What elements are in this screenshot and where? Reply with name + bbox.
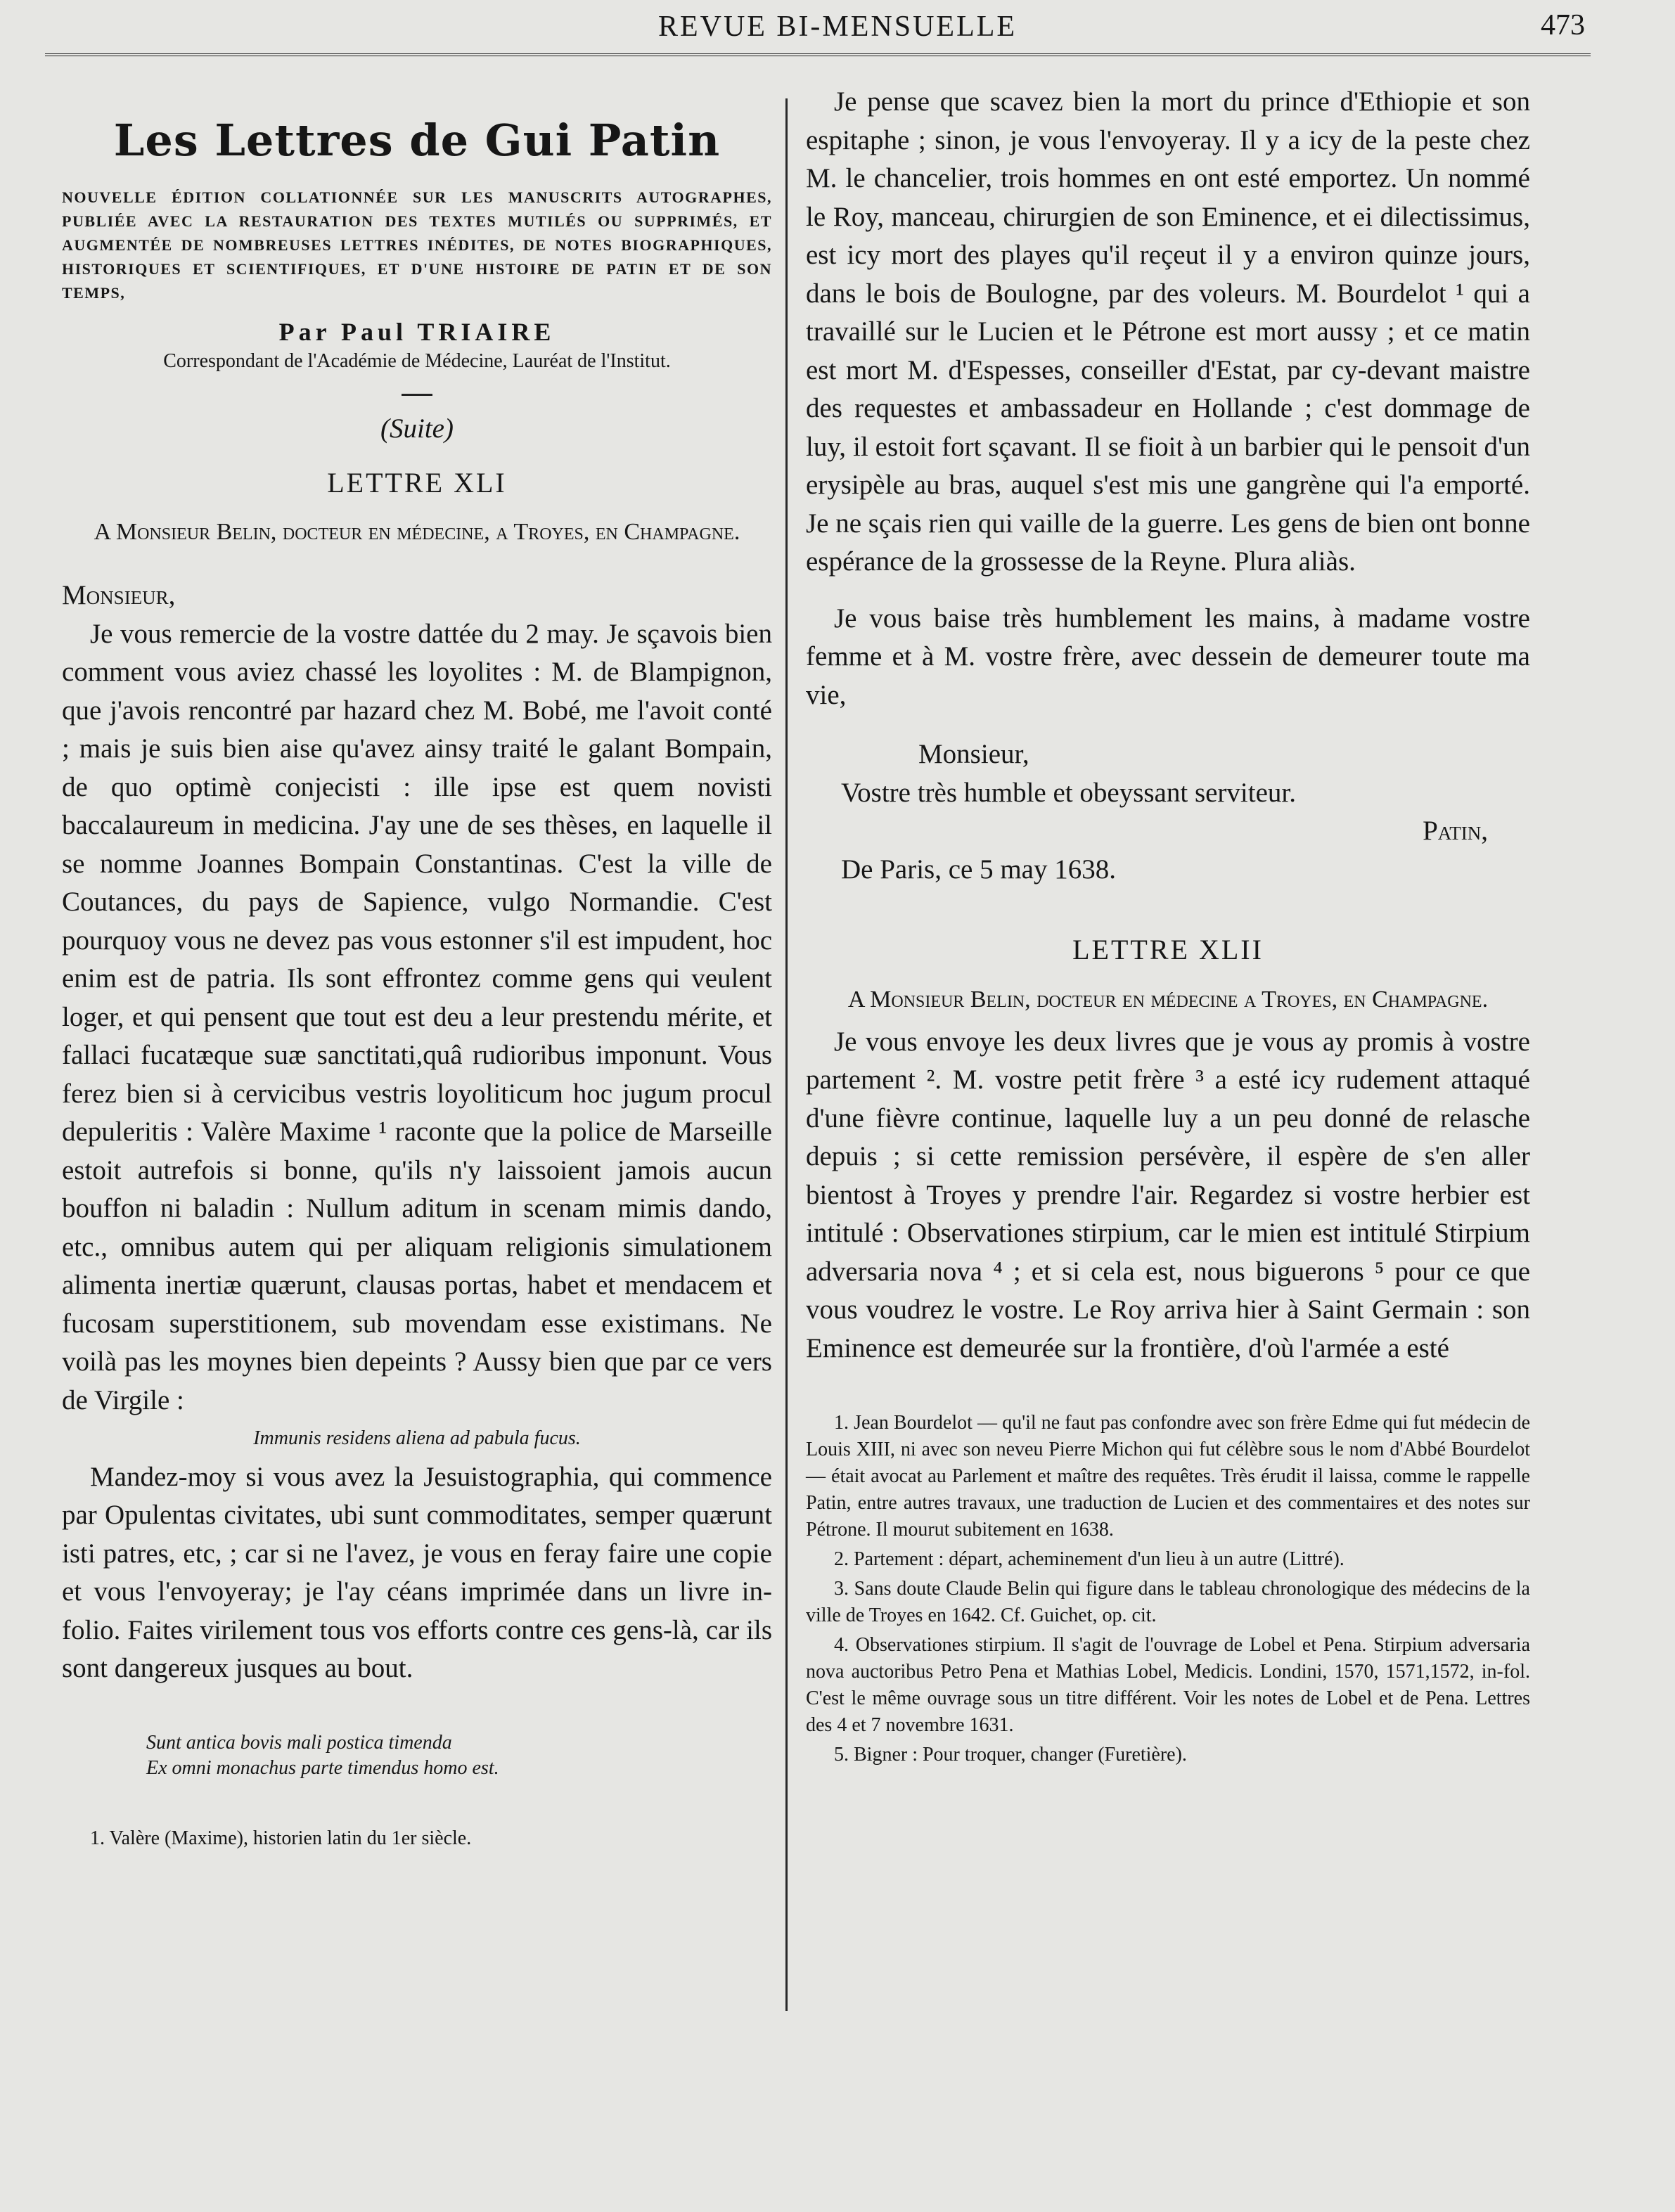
header-rule xyxy=(45,53,1591,60)
footnote: 3. Sans doute Claude Belin qui figure dans le tableau chronologique des médecins de la ville de Troyes en 1642. Cf. Guichet, op. cit. xyxy=(806,1578,1530,1626)
addressee-xli: A Monsieur Belin, docteur en médecine, a Troyes, en Champagne. xyxy=(94,519,740,545)
article-title: Les Lettres de Gui Patin xyxy=(113,115,721,166)
suite-label: (Suite) xyxy=(380,413,454,444)
running-header: REVUE BI-MENSUELLE xyxy=(657,11,1018,43)
verse-quote: Immunis residens aliena ad pabula fucus. xyxy=(253,1427,581,1449)
letter-date: De Paris, ce 5 may 1638. xyxy=(841,854,1116,885)
closing-salutation: Monsieur, xyxy=(918,739,1029,769)
right-column xyxy=(806,83,1530,1771)
body-paragraph: Je vous remercie de la vostre dattée du 2 may. Je sçavois bien comment vous aviez chassé les loyolites : M. de Blampignon, que j'avois rencontré par hazard chez M. Bobé, me l'avoit conté ; mais je suis bien aise qu'avez ainsy traité le galant Bompain, de quo optimè conjecisti : ille ipse est quem novisti baccalaureum in medicina. J'ay une de ses thèses, en laquelle il se nomme Joannes Bompain Constantinas. C'est la ville de Coutances, du pays de Sapience, vulgo Normandie. C'est pourquoy vous ne devez pas vous estonner s'il est impudent, hoc enim est de patria. Ils sont effrontez comme gens qui veulent loger, et qui pensent que tout est deu a leur prestendu mérite, et fallaci fucatæque suæ sanctitati,quâ rudioribus imponunt. Vous ferez bien si à cervicibus vestris loyoliticum hoc jugum procul depuleritis : Valère Maxime ¹ raconte que la police de Marseille estoit autrefois si bonne, qu'ils n'y laissoient jamois aucun bouffon ni baladin : Nullum aditum in scenam mimis dando, etc., omnibus autem qui per aliquam religionis simulationem alimenta inertiæ quærunt, clausas portas, habet et mendacem et fucosam superstitionem, sub movendam esse existimans. Ne voilà pas les moynes bien depeints ? Aussy bien que par ce vers de Virgile : xyxy=(62,618,772,1415)
salutation: Monsieur, xyxy=(62,580,176,610)
letter-heading-xli: LETTRE XLI xyxy=(327,466,507,499)
closing-line: Vostre très humble et obeyssant serviteur. xyxy=(841,777,1296,808)
left-column xyxy=(62,83,772,1851)
footnote: 4. Observationes stirpium. Il s'agit de l'ouvrage de Lobel et Pena. Stirpium adversaria nova auctoribus Petro Pena et Mathias Lobel, Medicis. Londini, 1570, 1571,1572, in-fol. C'est le même ouvrage sous un titre différent. Voir les notes de Lobel et de Pena. Lettres des 4 et 7 novembre 1631. xyxy=(806,1634,1530,1736)
footnotes xyxy=(806,1410,1530,1768)
footnote: 1. Jean Bourdelot — qu'il ne faut pas confondre avec son frère Edme qui fut médecin de Louis XIII, ni avec son neveu Pierre Michon qui fut célèbre sous le nom d'Abbé Bourdelot — était avocat au Parlement et maître des requêtes. Très érudit il laissa, comme le rappelle Patin, entre autres travaux, une traduction de Lucien et des commentaires et des notes sur Pétrone. Il mourut subitement en 1638. xyxy=(806,1412,1530,1541)
couplet-line: Ex omni monachus parte timendus homo est. xyxy=(146,1756,499,1779)
footnote: 5. Bigner : Pour troquer, changer (Furetière). xyxy=(834,1744,1187,1766)
short-rule xyxy=(402,394,432,396)
body-paragraph: Je vous envoye les deux livres que je vous ay promis à vostre partement ². M. vostre petit frère ³ a esté icy rudement attaqué d'une fièvre continue, laquelle luy a un peu donné de relasche depuis ; si cette remission persévère, il espère de s'en aller bientost à Troyes y prendre l'air. Regardez si vostre herbier est intitulé : Observationes stirpium, car le mien est intitulé Stirpium adversaria nova ⁴ ; et si cela est, nous biguerons ⁵ pour ce que vous voudrez le vostre. Le Roy arriva hier à Saint Germain : son Eminence est demeurée sur la frontière, d'où l'armée a esté xyxy=(806,1026,1530,1363)
body-paragraph: Mandez-moy si vous avez la Jesuistographia, qui commence par Opulentas civitates, ubi sunt commoditates, semper quærunt isti patres, etc, ; car si ne l'avez, je vous en feray faire une copie et vous l'envoyeray; je l'ay céans imprimée dans un livre in-folio. Faites virilement tous vos efforts contre ces gens-là, car ils sont dangereux jusques au bout. xyxy=(62,1461,772,1683)
body-paragraph: Je vous baise très humblement les mains, à madame vostre femme et à M. vostre frère, avec dessein de demeurer toute ma vie, xyxy=(806,603,1530,710)
couplet-line: Sunt antica bovis mali postica timenda xyxy=(146,1731,452,1754)
body-paragraph: Je pense que scavez bien la mort du prince d'Ethiopie et son espitaphe ; sinon, je vous l'envoyeray. Il y a icy de la peste chez M. le chancelier, trois hommes en ont esté emportez. Un nommé le Roy, manceau, chirurgien de son Eminence, et ei dilectissimus, est icy mort des playes qu'il reçeut il y a environ quinze jours, dans le bois de Boulogne, par des voleurs. M. Bourdelot ¹ qui a travaillé sur le Lucien et le Pétrone est mort aussy ; et ce matin est mort M. d'Espesses, conseiller d'Estat, par cy-devant maistre des requestes et ambassadeur en Hollande ; c'est dommage de luy, il estoit fort sçavant. Il se fioit à un barbier qui le pensoit d'un erysipèle au bras, auquel s'est mis une gangrène qui l'a emporté. Je ne sçais rien qui vaille de la guerre. Les gens de bien ont bonne espérance de la grossesse de la Reyne. Plura aliàs. xyxy=(806,86,1530,577)
letter-heading-xlii: LETTRE XLII xyxy=(1072,934,1264,965)
footnote: 1. Valère (Maxime), historien latin du 1er siècle. xyxy=(90,1827,472,1849)
article-subtitle: NOUVELLE ÉDITION COLLATIONNÉE SUR LES MANUSCRITS AUTOGRAPHES, PUBLIÉE AVEC LA RESTAURATION DES TEXTES MUTILÉS OU SUPPRIMÉS, ET AUGMENTÉE DE NOMBREUSES LETTRES INÉDITES, DE NOTES BIOGRAPHIQUES, HISTORIQUES ET SCIENTIFIQUES, ET D'UNE HISTOIRE DE PATIN ET DE SON TEMPS, xyxy=(62,188,772,302)
column-divider xyxy=(785,98,788,2011)
addressee-xlii: A Monsieur Belin, docteur en médecine a Troyes, en Champagne. xyxy=(847,986,1489,1012)
signature: Patin, xyxy=(1423,816,1488,846)
latin-couplet xyxy=(146,1730,772,1781)
byline: Par Paul TRIAIRE xyxy=(278,318,556,346)
author-credentials: Correspondant de l'Académie de Médecine, Lauréat de l'Institut. xyxy=(163,350,671,372)
footnote: 2. Partement : départ, acheminement d'un lieu à un autre (Littré). xyxy=(834,1548,1345,1570)
page-number: 473 xyxy=(1541,9,1585,41)
